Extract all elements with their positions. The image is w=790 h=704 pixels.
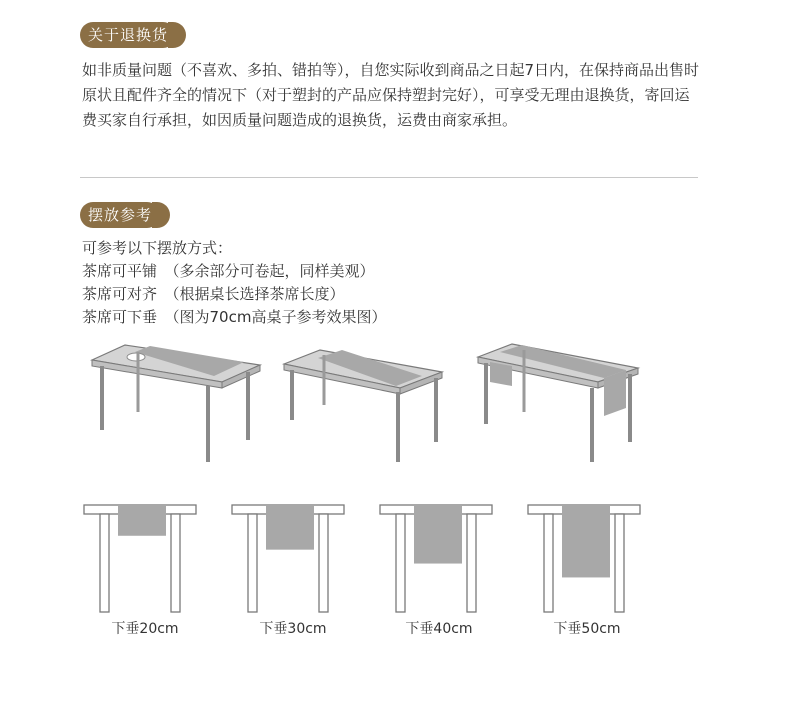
drape-runner-40: [414, 506, 462, 564]
drape-caption-50: 下垂50cm: [553, 621, 621, 637]
table-draped-illustration: [478, 344, 638, 462]
drape-runner-30: [266, 506, 314, 550]
placement-option-flat: 茶席可平铺 （多余部分可卷起，同样美观）: [82, 262, 375, 280]
drape-diagram-30: [232, 505, 344, 612]
drape-diagram-20: [84, 505, 196, 612]
drape-runner-50: [562, 506, 610, 577]
table-flat-illustration: [92, 345, 260, 462]
table-aligned-illustration: [284, 350, 442, 462]
drape-diagram-40: [380, 505, 492, 612]
placement-option-draped: 茶席可下垂 （图为70cm高桌子参考效果图）: [82, 308, 387, 326]
drape-caption-20: 下垂20cm: [111, 621, 179, 637]
drape-caption-40: 下垂40cm: [405, 621, 473, 637]
returns-policy-text: 如非质量问题（不喜欢、多拍、错拍等），自您实际收到商品之日起7日内，在保持商品出售时原状且配件齐全的情况下（对于塑封的产品应保持塑封完好），可享受无理由退换货，寄回运费买家自行承担，如因质量问题造成的退换货，运费由商家承担。: [82, 61, 700, 129]
placement-section-badge: 摆放参考: [80, 202, 160, 228]
drape-runner-20: [118, 506, 166, 536]
drape-diagrams: [84, 505, 640, 612]
returns-section-badge: 关于退换货: [80, 22, 176, 48]
placement-intro: 可参考以下摆放方式：: [82, 239, 233, 257]
drape-caption-30: 下垂30cm: [259, 621, 327, 637]
placement-option-aligned: 茶席可对齐 （根据桌长选择茶席长度）: [82, 285, 345, 303]
drape-diagram-50: [528, 505, 640, 612]
